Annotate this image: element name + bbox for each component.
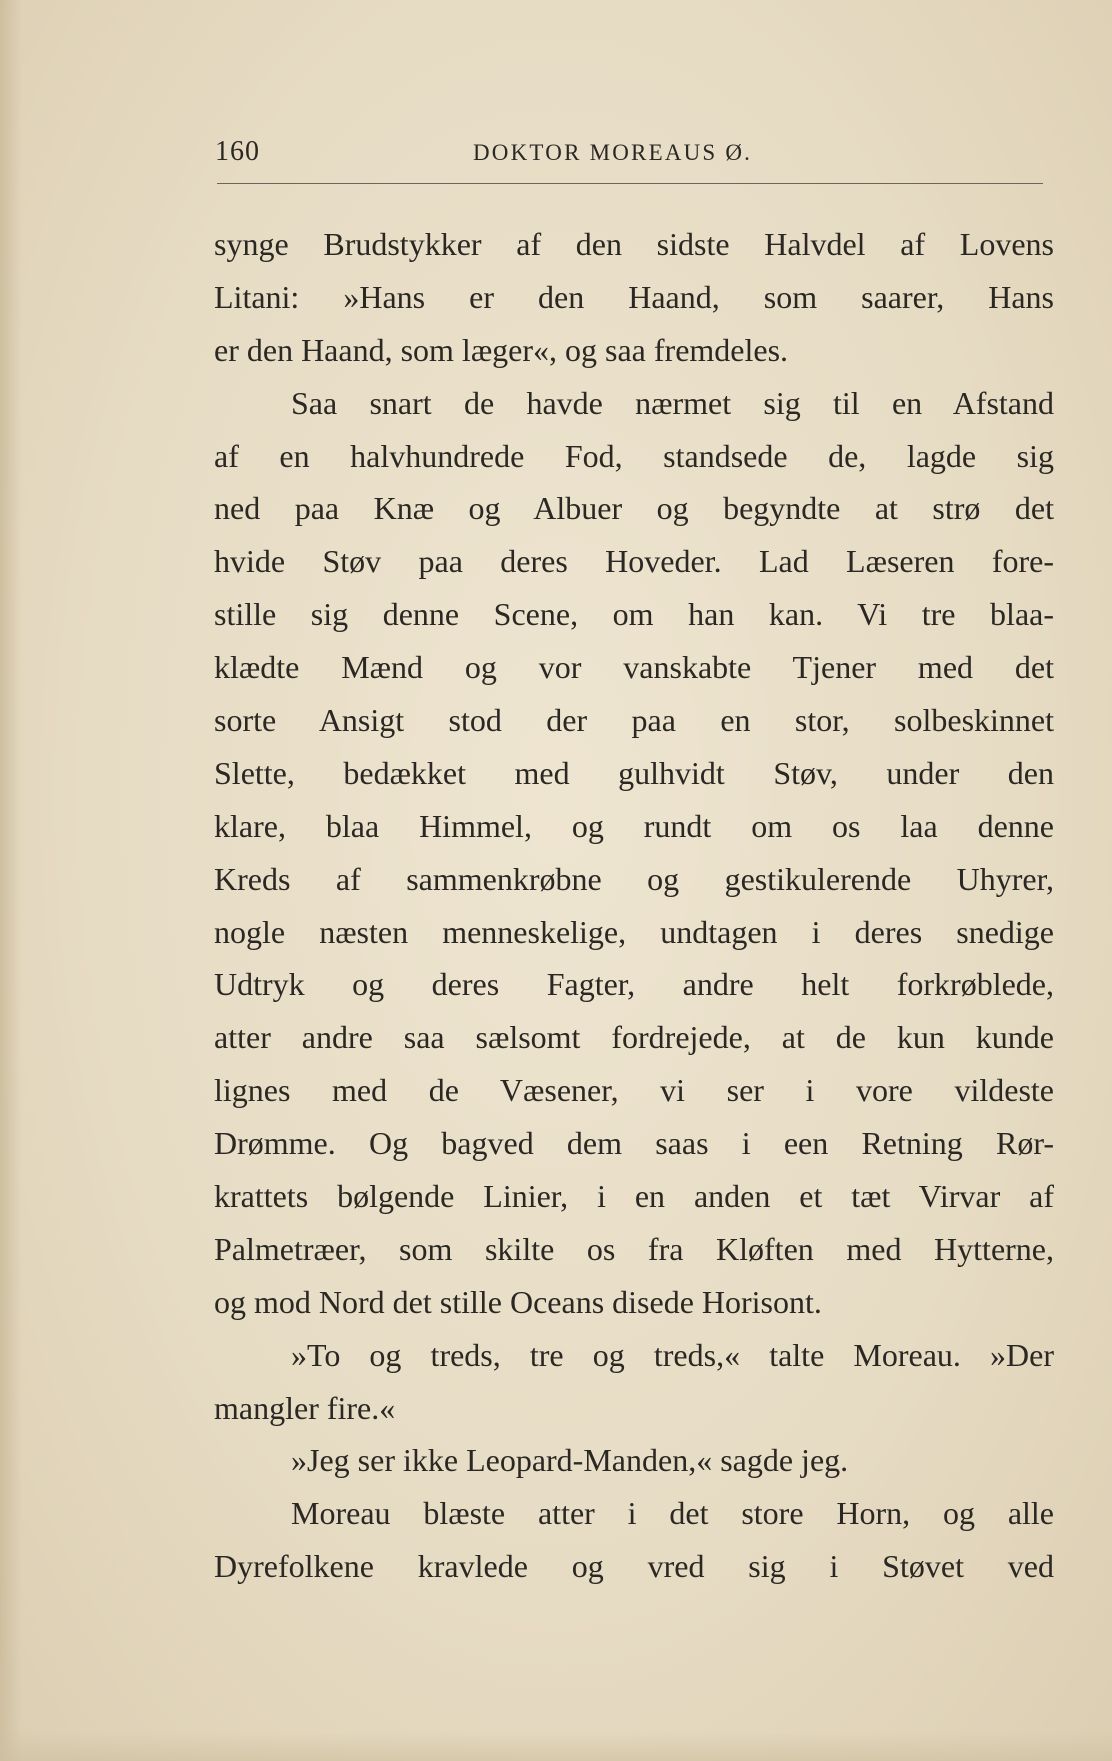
page-bottom-edge	[0, 1731, 1112, 1761]
body-text	[214, 218, 1054, 1593]
page-number: 160	[215, 136, 260, 167]
running-title: DOKTOR MOREAUS Ø.	[473, 140, 753, 165]
text-line: sorte Ansigt stod der paa en stor, solbeskinnet	[214, 702, 1054, 739]
text-line: »Jeg ser ikke Leopard-Manden,« sagde jeg.	[291, 1442, 849, 1479]
text-line: Udtryk og deres Fagter, andre helt forkrøblede,	[214, 966, 1054, 1003]
text-line: klædte Mænd og vor vanskabte Tjener med det	[214, 649, 1054, 686]
text-line: nogle næsten menneskelige, undtagen i deres snedige	[214, 913, 1054, 950]
page-gutter-shadow	[0, 0, 22, 1761]
text-line: klare, blaa Himmel, og rundt om os laa denne	[214, 807, 1054, 844]
text-line: krattets bølgende Linier, i en anden et tæt Virvar af	[214, 1178, 1054, 1215]
text-line: stille sig denne Scene, om han kan. Vi tre blaa-	[214, 596, 1054, 633]
page-header	[215, 136, 1045, 176]
text-line: atter andre saa sælsomt fordrejede, at de kun kunde	[214, 1019, 1054, 1056]
text-line: lignes med de Væsener, vi ser i vore vildeste	[214, 1072, 1054, 1109]
text-line: og mod Nord det stille Oceans disede Horisont.	[214, 1283, 822, 1320]
text-line: Drømme. Og bagved dem saas i een Retning Rør-	[214, 1125, 1054, 1162]
text-line: mangler fire.«	[214, 1389, 396, 1426]
text-line: Kreds af sammenkrøbne og gestikulerende Uhyrer,	[214, 860, 1054, 897]
text-line: Saa snart de havde nærmet sig til en Afstand	[291, 384, 1054, 421]
text-line: er den Haand, som læger«, og saa fremdeles.	[214, 331, 789, 368]
text-line: Palmetræer, som skilte os fra Kløften med Hytterne,	[214, 1230, 1054, 1267]
text-line: »To og treds, tre og treds,« talte Moreau. »Der	[291, 1336, 1054, 1373]
text-line: Slette, bedækket med gulhvidt Støv, under den	[214, 754, 1054, 791]
text-line: af en halvhundrede Fod, standsede de, lagde sig	[214, 437, 1054, 474]
text-line: Moreau blæste atter i det store Horn, og alle	[291, 1495, 1054, 1532]
text-line: hvide Støv paa deres Hoveder. Lad Læseren fore-	[214, 543, 1054, 580]
text-line: ned paa Knæ og Albuer og begyndte at strø det	[214, 490, 1054, 527]
header-rule	[217, 183, 1043, 184]
text-line: Litani: »Hans er den Haand, som saarer, Hans	[214, 278, 1054, 315]
text-line: Dyrefolkene kravlede og vred sig i Støvet ved	[214, 1548, 1054, 1585]
text-line: synge Brudstykker af den sidste Halvdel af Lovens	[214, 226, 1054, 262]
